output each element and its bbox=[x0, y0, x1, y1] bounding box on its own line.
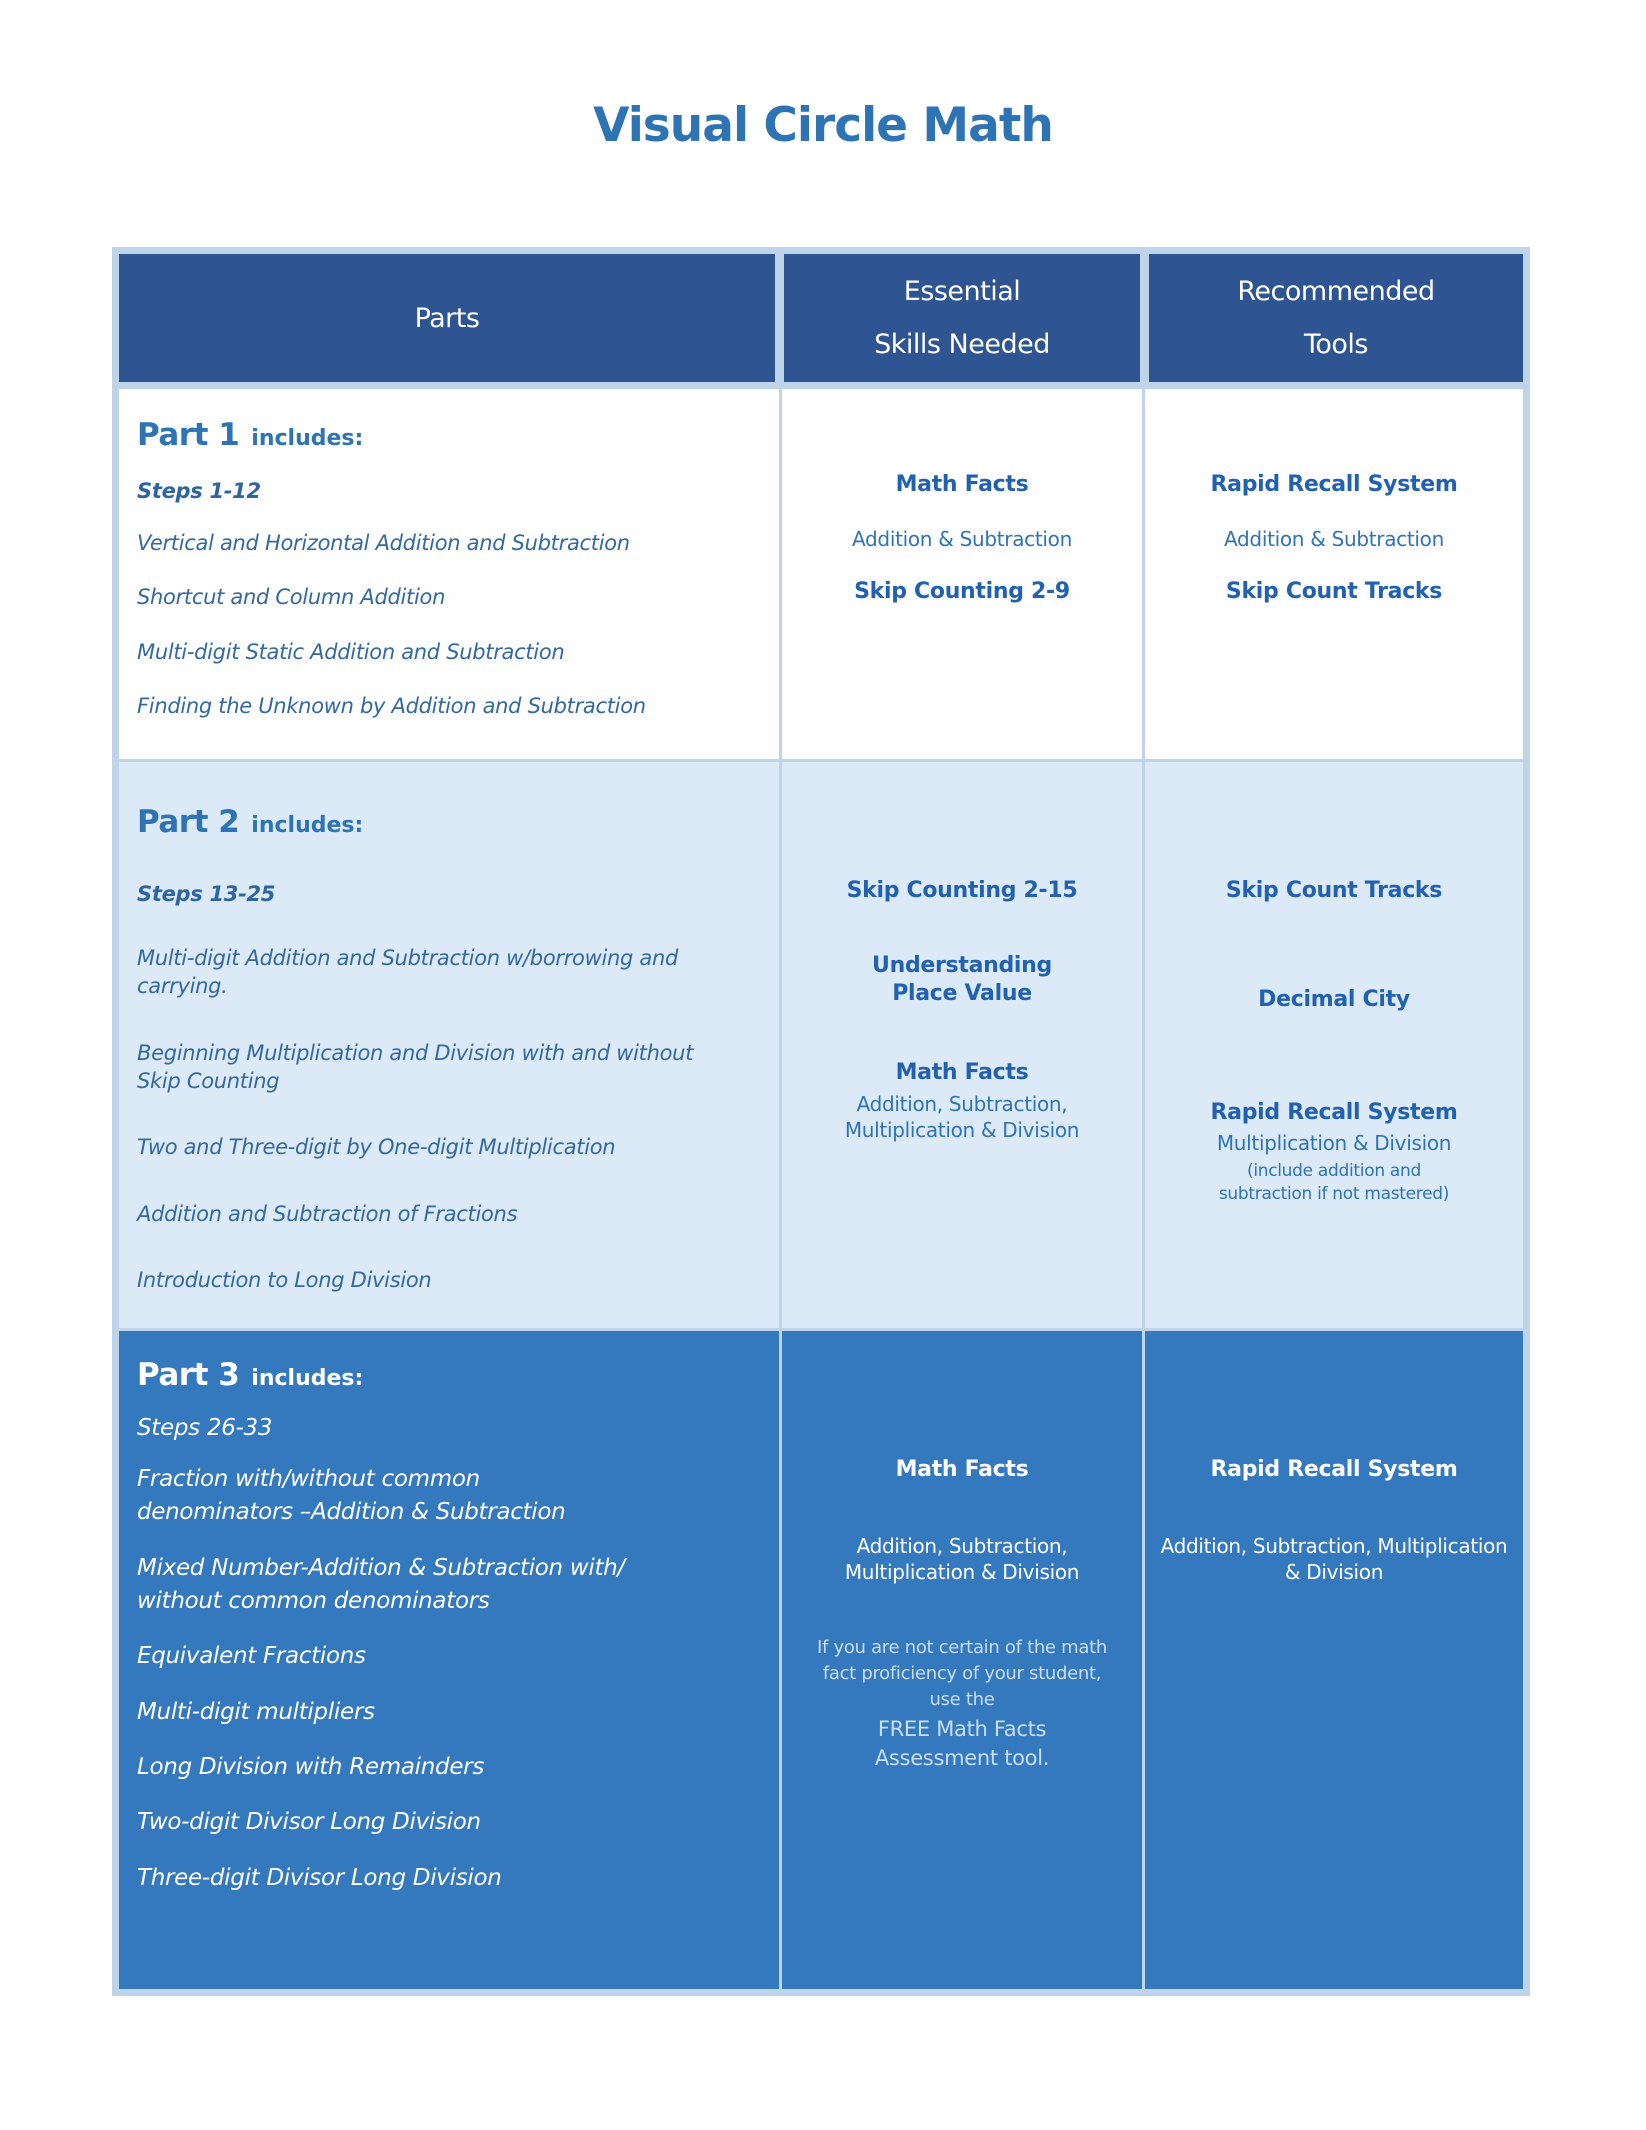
part-2-item: Addition and Subtraction of Fractions bbox=[137, 1201, 518, 1226]
part-3-heading bbox=[137, 1357, 759, 1393]
skill-addition-subtraction: Addition & Subtraction bbox=[852, 526, 1072, 551]
part-3-item: Two-digit Divisor Long Division bbox=[137, 1809, 481, 1836]
header-label-tools-line2: Tools bbox=[1303, 329, 1368, 360]
header-label-skills-line2: Skills Needed bbox=[874, 329, 1050, 360]
part-3-item: Multi-digit multipliers bbox=[137, 1698, 375, 1725]
part-2-includes-label: includes: bbox=[251, 813, 364, 838]
skills-cell-part-2 bbox=[782, 762, 1142, 1328]
header-label-skills-line1: Essential bbox=[903, 276, 1021, 307]
table-row-part-2 bbox=[119, 762, 1523, 1328]
skill-four-operations: Addition, Subtraction, Multiplication & Division bbox=[844, 1092, 1080, 1143]
part-1-heading bbox=[137, 417, 759, 453]
tool-rapid-recall: Rapid Recall System bbox=[1210, 1457, 1458, 1482]
tool-mult-division: Multiplication & Division bbox=[1216, 1130, 1452, 1155]
part-1-title: Part 1 bbox=[137, 417, 240, 453]
part-3-item: Mixed Number-Addition & Subtraction with/ without common denominators bbox=[137, 1554, 625, 1615]
header-cell-skills bbox=[784, 254, 1140, 382]
table-row-part-1 bbox=[119, 389, 1523, 759]
part-2-item: Two and Three-digit by One-digit Multiplication bbox=[137, 1135, 616, 1160]
part-1-includes-label: includes: bbox=[251, 426, 364, 451]
part-1-item: Finding the Unknown by Addition and Subtraction bbox=[137, 694, 646, 719]
part-2-item: Introduction to Long Division bbox=[137, 1268, 432, 1293]
skill-skip-counting: Skip Counting 2-9 bbox=[854, 578, 1070, 604]
parts-cell-part-1 bbox=[119, 389, 779, 759]
header-label-tools-line1: Recommended bbox=[1237, 276, 1435, 307]
part-3-item: Three-digit Divisor Long Division bbox=[137, 1864, 502, 1891]
part-2-item: Multi-digit Addition and Subtraction w/borrowing and carrying. bbox=[137, 946, 679, 999]
tool-skip-count-tracks: Skip Count Tracks bbox=[1225, 578, 1443, 604]
part-1-item: Shortcut and Column Addition bbox=[137, 585, 446, 610]
skills-cell-part-3 bbox=[782, 1331, 1142, 1989]
tool-skip-count-tracks: Skip Count Tracks bbox=[1225, 878, 1443, 903]
math-parts-table bbox=[112, 247, 1530, 1996]
skill-math-facts: Math Facts bbox=[895, 1059, 1029, 1085]
part-2-item: Beginning Multiplication and Division with and without Skip Counting bbox=[137, 1040, 694, 1094]
assessment-note: If you are not certain of the math fact proficiency of your student, use the bbox=[817, 1636, 1107, 1710]
part-2-title: Part 2 bbox=[137, 804, 240, 840]
header-label-parts: Parts bbox=[414, 302, 480, 334]
part-2-steps: Steps 13-25 bbox=[137, 882, 276, 906]
parts-cell-part-2 bbox=[119, 762, 779, 1328]
skill-place-value: Understanding Place Value bbox=[872, 952, 1052, 1007]
table-header-row bbox=[119, 254, 1523, 382]
tool-four-operations: Addition, Subtraction, Multiplication & Division bbox=[1160, 1533, 1508, 1584]
tool-mastery-note: (include addition and subtraction if not mastered) bbox=[1218, 1160, 1450, 1204]
tool-rapid-recall: Rapid Recall System bbox=[1210, 1100, 1458, 1126]
parts-cell-part-3 bbox=[119, 1331, 779, 1989]
part-3-item: Equivalent Fractions bbox=[137, 1643, 366, 1670]
part-3-includes-label: includes: bbox=[251, 1366, 364, 1391]
part-3-item: Long Division with Remainders bbox=[137, 1754, 485, 1781]
skills-cell-part-1 bbox=[782, 389, 1142, 759]
table-body bbox=[119, 389, 1523, 1989]
skill-four-operations: Addition, Subtraction, Multiplication & Division bbox=[844, 1533, 1080, 1584]
header-cell-parts bbox=[119, 254, 775, 382]
skill-math-facts: Math Facts bbox=[895, 1457, 1029, 1482]
tools-cell-part-1 bbox=[1145, 389, 1523, 759]
skill-math-facts: Math Facts bbox=[895, 472, 1029, 497]
table-row-part-3 bbox=[119, 1331, 1523, 1989]
part-1-steps: Steps 1-12 bbox=[137, 479, 261, 503]
part-3-item: Fraction with/without common denominators –Addition & Subtraction bbox=[137, 1466, 566, 1526]
tool-rapid-recall: Rapid Recall System bbox=[1210, 472, 1458, 497]
tools-cell-part-3 bbox=[1145, 1331, 1523, 1989]
tool-addition-subtraction: Addition & Subtraction bbox=[1224, 526, 1444, 551]
part-3-steps: Steps 26-33 bbox=[137, 1415, 273, 1441]
header-cell-tools bbox=[1149, 254, 1523, 382]
assessment-note-free-tool: FREE Math Facts Assessment tool. bbox=[874, 1716, 1050, 1771]
tool-decimal-city: Decimal City bbox=[1258, 986, 1410, 1012]
part-3-title: Part 3 bbox=[137, 1357, 240, 1393]
tools-cell-part-2 bbox=[1145, 762, 1523, 1328]
skill-skip-counting-2-15: Skip Counting 2-15 bbox=[846, 878, 1078, 903]
page-title: Visual Circle Math bbox=[593, 98, 1053, 153]
part-2-heading bbox=[137, 804, 759, 840]
part-1-item: Vertical and Horizontal Addition and Subtraction bbox=[137, 531, 630, 555]
part-1-item: Multi-digit Static Addition and Subtraction bbox=[137, 639, 565, 664]
